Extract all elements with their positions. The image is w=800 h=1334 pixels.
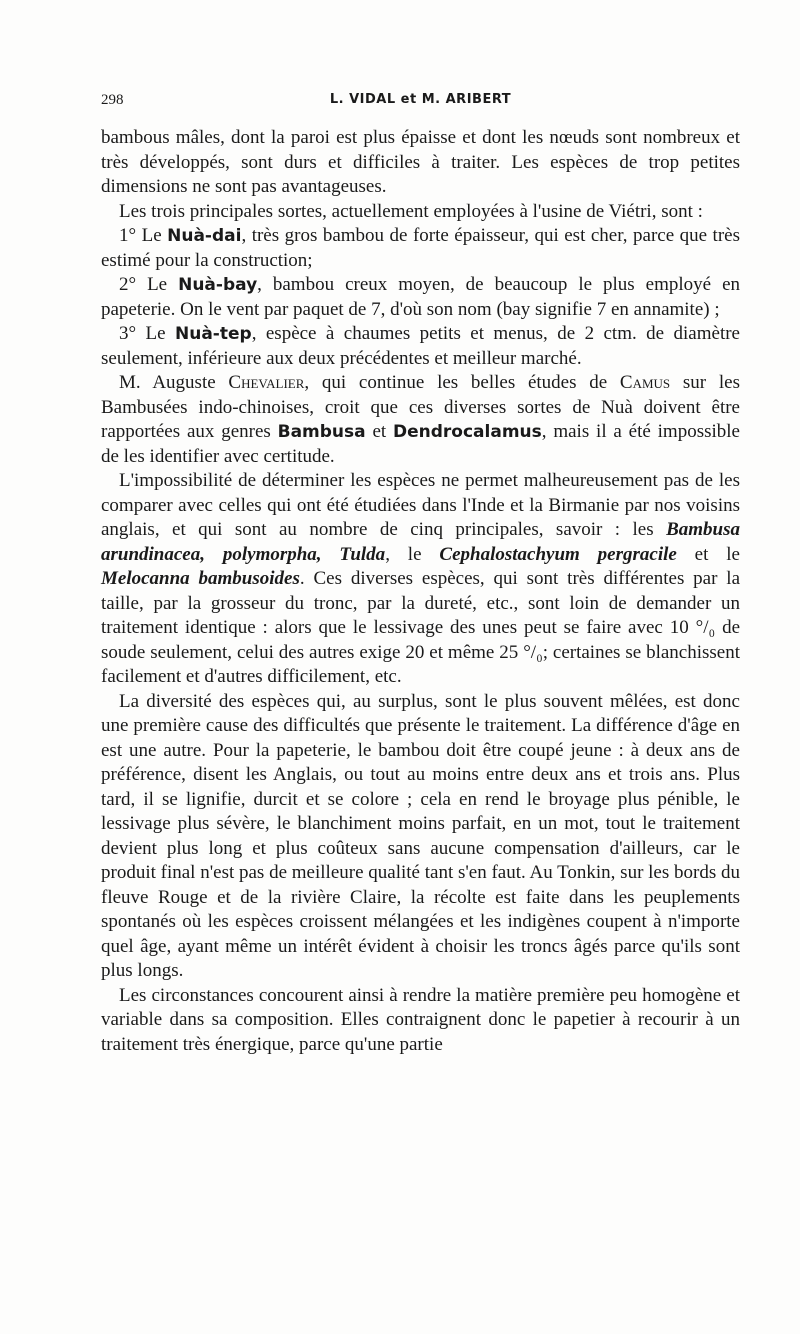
text-run: M. Auguste [119,372,229,393]
species-name: Cephalostachyum pergracile [439,543,677,565]
species-name: Melocanna bambusoides [101,568,300,589]
body-text [101,126,740,1057]
text-run: , qui continue les belles études de [304,372,620,393]
species-name: Bambusa arundinacea, polymorpha, Tulda [101,519,740,565]
paragraph-5: La diversité des espèces qui, au surplus, sont le plus souvent mêlées, est donc une première cause des difficultés que présente le traitement. La différence d'âge en est une autre. Pour la papeterie, le bambou doit être coupé jeune : à deux ans de préférence, disent les Anglais, ou tout au moins entre deux ans et trois ans. Plus tard, il se lignifie, durcit et se colore ; cela en rend le broyage plus pénible, le lessivage plus sévère, le blanchiment moins parfait, en un mot, tout le traitement devient plus long et plus coûteux sans aucune compensation d'ailleurs, car le produit final n'est pas de meilleure qualité tant s'en faut. Au Tonkin, sur les bords du fleuve Rouge et de la rivière Claire, la récolte est faite dans les peuplements spontanés où les espèces croissent mélangées et les indigènes coupent à n'importe quel âge, ayant même un intérêt évident à choisir les troncs âgés parce qu'ils sont plus longs. [101,690,740,981]
author-name: Chevalier [228,372,305,393]
item-prefix: 1° Le [119,225,168,246]
running-head [101,92,740,116]
list-item [101,322,740,371]
bamboo-name: Nuà-bay [178,275,258,295]
item-text: , très gros bambou de forte épaisseur, qui est cher, parce que très estimé pour la construction; [101,225,740,271]
paragraph-1: bambous mâles, dont la paroi est plus épaisse et dont les nœuds sont nombreux et très développés, sont durs et difficiles à traiter. Les espèces de trop petites dimensions ne sont pas avantageuses. [101,127,740,197]
item-prefix: 2° Le [119,274,179,295]
bamboo-name: Nuà-dai [167,226,242,246]
text-run: L'impossibilité de déterminer les espèces ne permet malheureusement pas de les comparer avec celles qui ont été étudiées dans l'Inde et la Birmanie par nos voisins anglais, et qui sont au nombre de cinq principales, savoir : les [101,470,740,540]
author-name: Camus [619,372,671,393]
text-run: . Ces diverses espèces, qui sont très différentes par la taille, par la grosseur du tronc, par la dureté, etc., sont loin de demander un traitement identique : alors que le lessivage des unes peut se faire avec 10 °/₀ de soude seulement, celui des autres exige 20 et même 25 °/₀; certaines se blanchissent facilement et d'autres difficilement, etc. [101,568,740,687]
text-run: , mais il a été impossible de les identifier avec certitude. [101,421,740,467]
text-run: et [365,421,393,442]
text-run: et le [676,543,740,565]
text-run: , le [385,543,440,565]
paragraph-3 [101,371,740,469]
text-run: sur les Bambusées indo-chinoises, croit que ces diverses sortes de Nuà doivent être rapportées aux genres [101,372,740,442]
page-number: 298 [101,92,124,108]
paragraph-4 [101,469,740,690]
list-item [101,273,740,322]
genus-name: Bambusa [277,422,366,442]
genus-name: Dendrocalamus [393,422,542,442]
paragraph-2: Les trois principales sortes, actuellement employées à l'usine de Viétri, sont : [119,200,703,222]
list-item [101,224,740,273]
item-text: , espèce à chaumes petits et menus, de 2 ctm. de diamètre seulement, inférieure aux deux précédentes et meilleur marché. [101,323,740,369]
running-title: L. VIDAL et M. ARIBERT [329,92,512,107]
item-text: , bambou creux moyen, de beaucoup le plus employé en papeterie. On le vent par paquet de 7, d'où son nom (bay signifie 7 en annamite) ; [101,274,741,320]
bamboo-name: Nuà-tep [175,324,252,344]
paragraph-6: Les circonstances concourent ainsi à rendre la matière première peu homogène et variable dans sa composition. Elles contraignent donc le papetier à recourir à un traitement très énergique, parce qu'une partie [101,984,740,1055]
item-prefix: 3° Le [119,323,175,344]
